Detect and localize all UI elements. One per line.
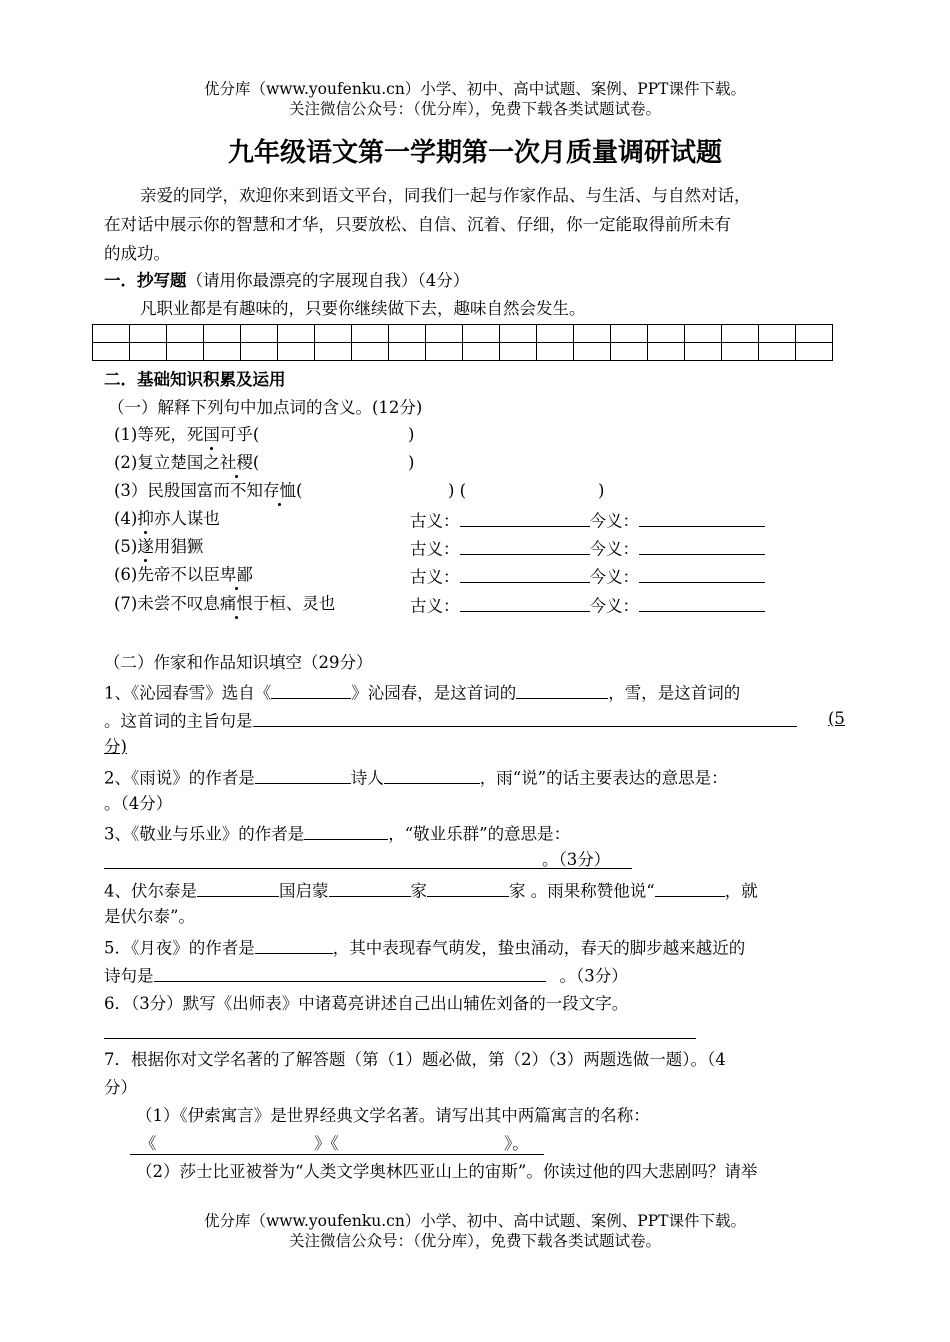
question-6-answer-line[interactable] — [104, 1038, 696, 1039]
dotted-word: 痛恨 — [219, 594, 253, 613]
jin-blank[interactable] — [639, 565, 765, 583]
question-7: 7．根据你对文学名著的了解答题（第（1）题必做，第（2）（3）两题选做一题）。（4 — [104, 1050, 726, 1069]
intro-line-3: 的成功。 — [104, 244, 170, 263]
copy-writing-grid[interactable] — [92, 324, 833, 361]
gu-blank[interactable] — [460, 509, 590, 527]
answer-blank[interactable] — [384, 766, 480, 784]
gu-blank[interactable] — [460, 594, 590, 612]
question-6: 6．（3分）默写《出师表》中诸葛亮讲述自己出山辅佐刘备的一段文字。 — [104, 994, 629, 1013]
copy-sentence: 凡职业都是有趣味的，只要你继续做下去，趣味自然会发生。 — [140, 299, 586, 318]
answer-blank[interactable] — [253, 709, 797, 727]
grid-row — [93, 325, 833, 343]
header-line-2: 关注微信公众号：（优分库），免费下载各类试题试卷。 — [288, 100, 661, 118]
jin-blank[interactable] — [639, 509, 765, 527]
answer-blank[interactable] — [271, 681, 351, 699]
gu-blank[interactable] — [460, 537, 590, 555]
item-1-close: ) — [408, 425, 415, 444]
question-3-score: 。（3分） — [542, 850, 611, 869]
dotted-word: 遂 — [137, 537, 154, 556]
question-7-sub-1-answer[interactable]: 《 》《 》。 — [130, 1134, 544, 1155]
answer-blank[interactable] — [154, 964, 546, 982]
question-5-line-2: 诗句是 。（3分） — [104, 964, 628, 986]
question-7-sub-2: （2）莎士比亚被誉为“人类文学奥林匹亚山上的宙斯”。你读过他的四大悲剧吗？请举 — [136, 1162, 758, 1181]
jin-blank[interactable] — [639, 537, 765, 555]
question-7-sub-1: （1）《伊索寓言》是世界经典文学名著。请写出其中两篇寓言的名称： — [136, 1106, 650, 1125]
section-1-note: （请用你最漂亮的字展现自我）（4分） — [186, 271, 470, 290]
section-1-title — [104, 271, 469, 291]
dotted-word: 存恤 — [262, 481, 296, 500]
dotted-word: 卑鄙 — [219, 565, 253, 584]
dotted-word: 社稷 — [219, 453, 253, 472]
section-2-heading: 二．基础知识积累及运用 — [104, 370, 286, 389]
question-7-line-2: 分） — [104, 1078, 137, 1097]
footer-line-1: 优分库（www.youfenku.cn）小学、初中、高中试题、案例、PPT课件下载。 — [203, 1212, 747, 1230]
answer-blank[interactable] — [427, 879, 509, 897]
item-5: (5)遂用猖獗 — [114, 537, 204, 556]
question-2-line-2: 。（4分） — [104, 794, 173, 813]
item-1: (1)等死，死国可乎( — [114, 425, 260, 444]
item-2: (2)复立楚国之社稷( — [114, 453, 260, 472]
answer-blank[interactable] — [655, 879, 725, 897]
question-5: 5．《月夜》的作者是 ，其中表现春气萌发，蛰虫涌动，春天的脚步越来越近的 — [104, 936, 745, 958]
answer-blank[interactable] — [255, 936, 333, 954]
dotted-word: 抑 — [137, 509, 154, 528]
answer-blank[interactable] — [255, 766, 351, 784]
gu-blank[interactable] — [460, 565, 590, 583]
footer-line-2: 关注微信公众号：（优分库），免费下载各类试题试卷。 — [288, 1232, 661, 1250]
grid-row — [93, 343, 833, 361]
item-6: (6)先帝不以臣卑鄙 — [114, 565, 253, 584]
item-3-close: ) — [598, 481, 605, 500]
part-2-heading: （二）作家和作品知识填空（29分） — [104, 653, 373, 672]
question-1-score-2: 分) — [104, 737, 127, 756]
question-4: 4、伏尔泰是 国启蒙 家 家 。雨果称赞他说“ ，就 — [104, 879, 758, 901]
jin-blank[interactable] — [639, 594, 765, 612]
part-1-heading: （一）解释下列句中加点词的含义。(12分) — [108, 398, 423, 417]
intro-line-1: 亲爱的同学，欢迎你来到语文平台，同我们一起与作家作品、与生活、与自然对话， — [140, 186, 751, 205]
item-2-close: ) — [408, 453, 415, 472]
answer-blank[interactable] — [304, 822, 388, 840]
item-3: (3）民殷国富而不知存恤( — [114, 481, 303, 500]
question-4-line-2: 是伏尔泰”。 — [104, 907, 195, 926]
intro-line-2: 在对话中展示你的智慧和才华，只要放松、自信、沉着、仔细，你一定能取得前所未有 — [104, 215, 731, 234]
question-1-score: (5 — [828, 709, 845, 728]
item-4-answers: 古义： 今义： — [410, 509, 765, 531]
dotted-word: 国 — [203, 425, 220, 444]
item-3-mid: ) ( — [448, 481, 467, 500]
header-line-1: 优分库（www.youfenku.cn）小学、初中、高中试题、案例、PPT课件下载。 — [203, 80, 747, 98]
item-5-answers: 古义： 今义： — [410, 537, 765, 559]
answer-blank[interactable] — [516, 681, 608, 699]
item-7-answers: 古义： 今义： — [410, 594, 765, 616]
answer-blank[interactable] — [197, 879, 279, 897]
item-6-answers: 古义： 今义： — [410, 565, 765, 587]
question-2: 2、《雨说》的作者是 诗人 ，雨“说”的话主要表达的意思是： — [104, 766, 728, 788]
item-4: (4)抑亦人谋也 — [114, 509, 220, 528]
page-title: 九年级语文第一学期第一次月质量调研试题 — [227, 138, 722, 168]
section-1-heading: 一．抄写题 — [104, 271, 187, 290]
item-7: (7)未尝不叹息痛恨于桓、灵也 — [114, 594, 336, 613]
question-1-line-2: 。这首词的主旨句是 — [104, 709, 797, 731]
question-1: 1、《沁园春雪》选自《 》沁园春，是这首词的 ，雪，是这首词的 — [104, 681, 740, 703]
answer-blank[interactable] — [329, 879, 411, 897]
question-3: 3、《敬业与乐业》的作者是 ，“敬业乐群”的意思是： — [104, 822, 570, 844]
